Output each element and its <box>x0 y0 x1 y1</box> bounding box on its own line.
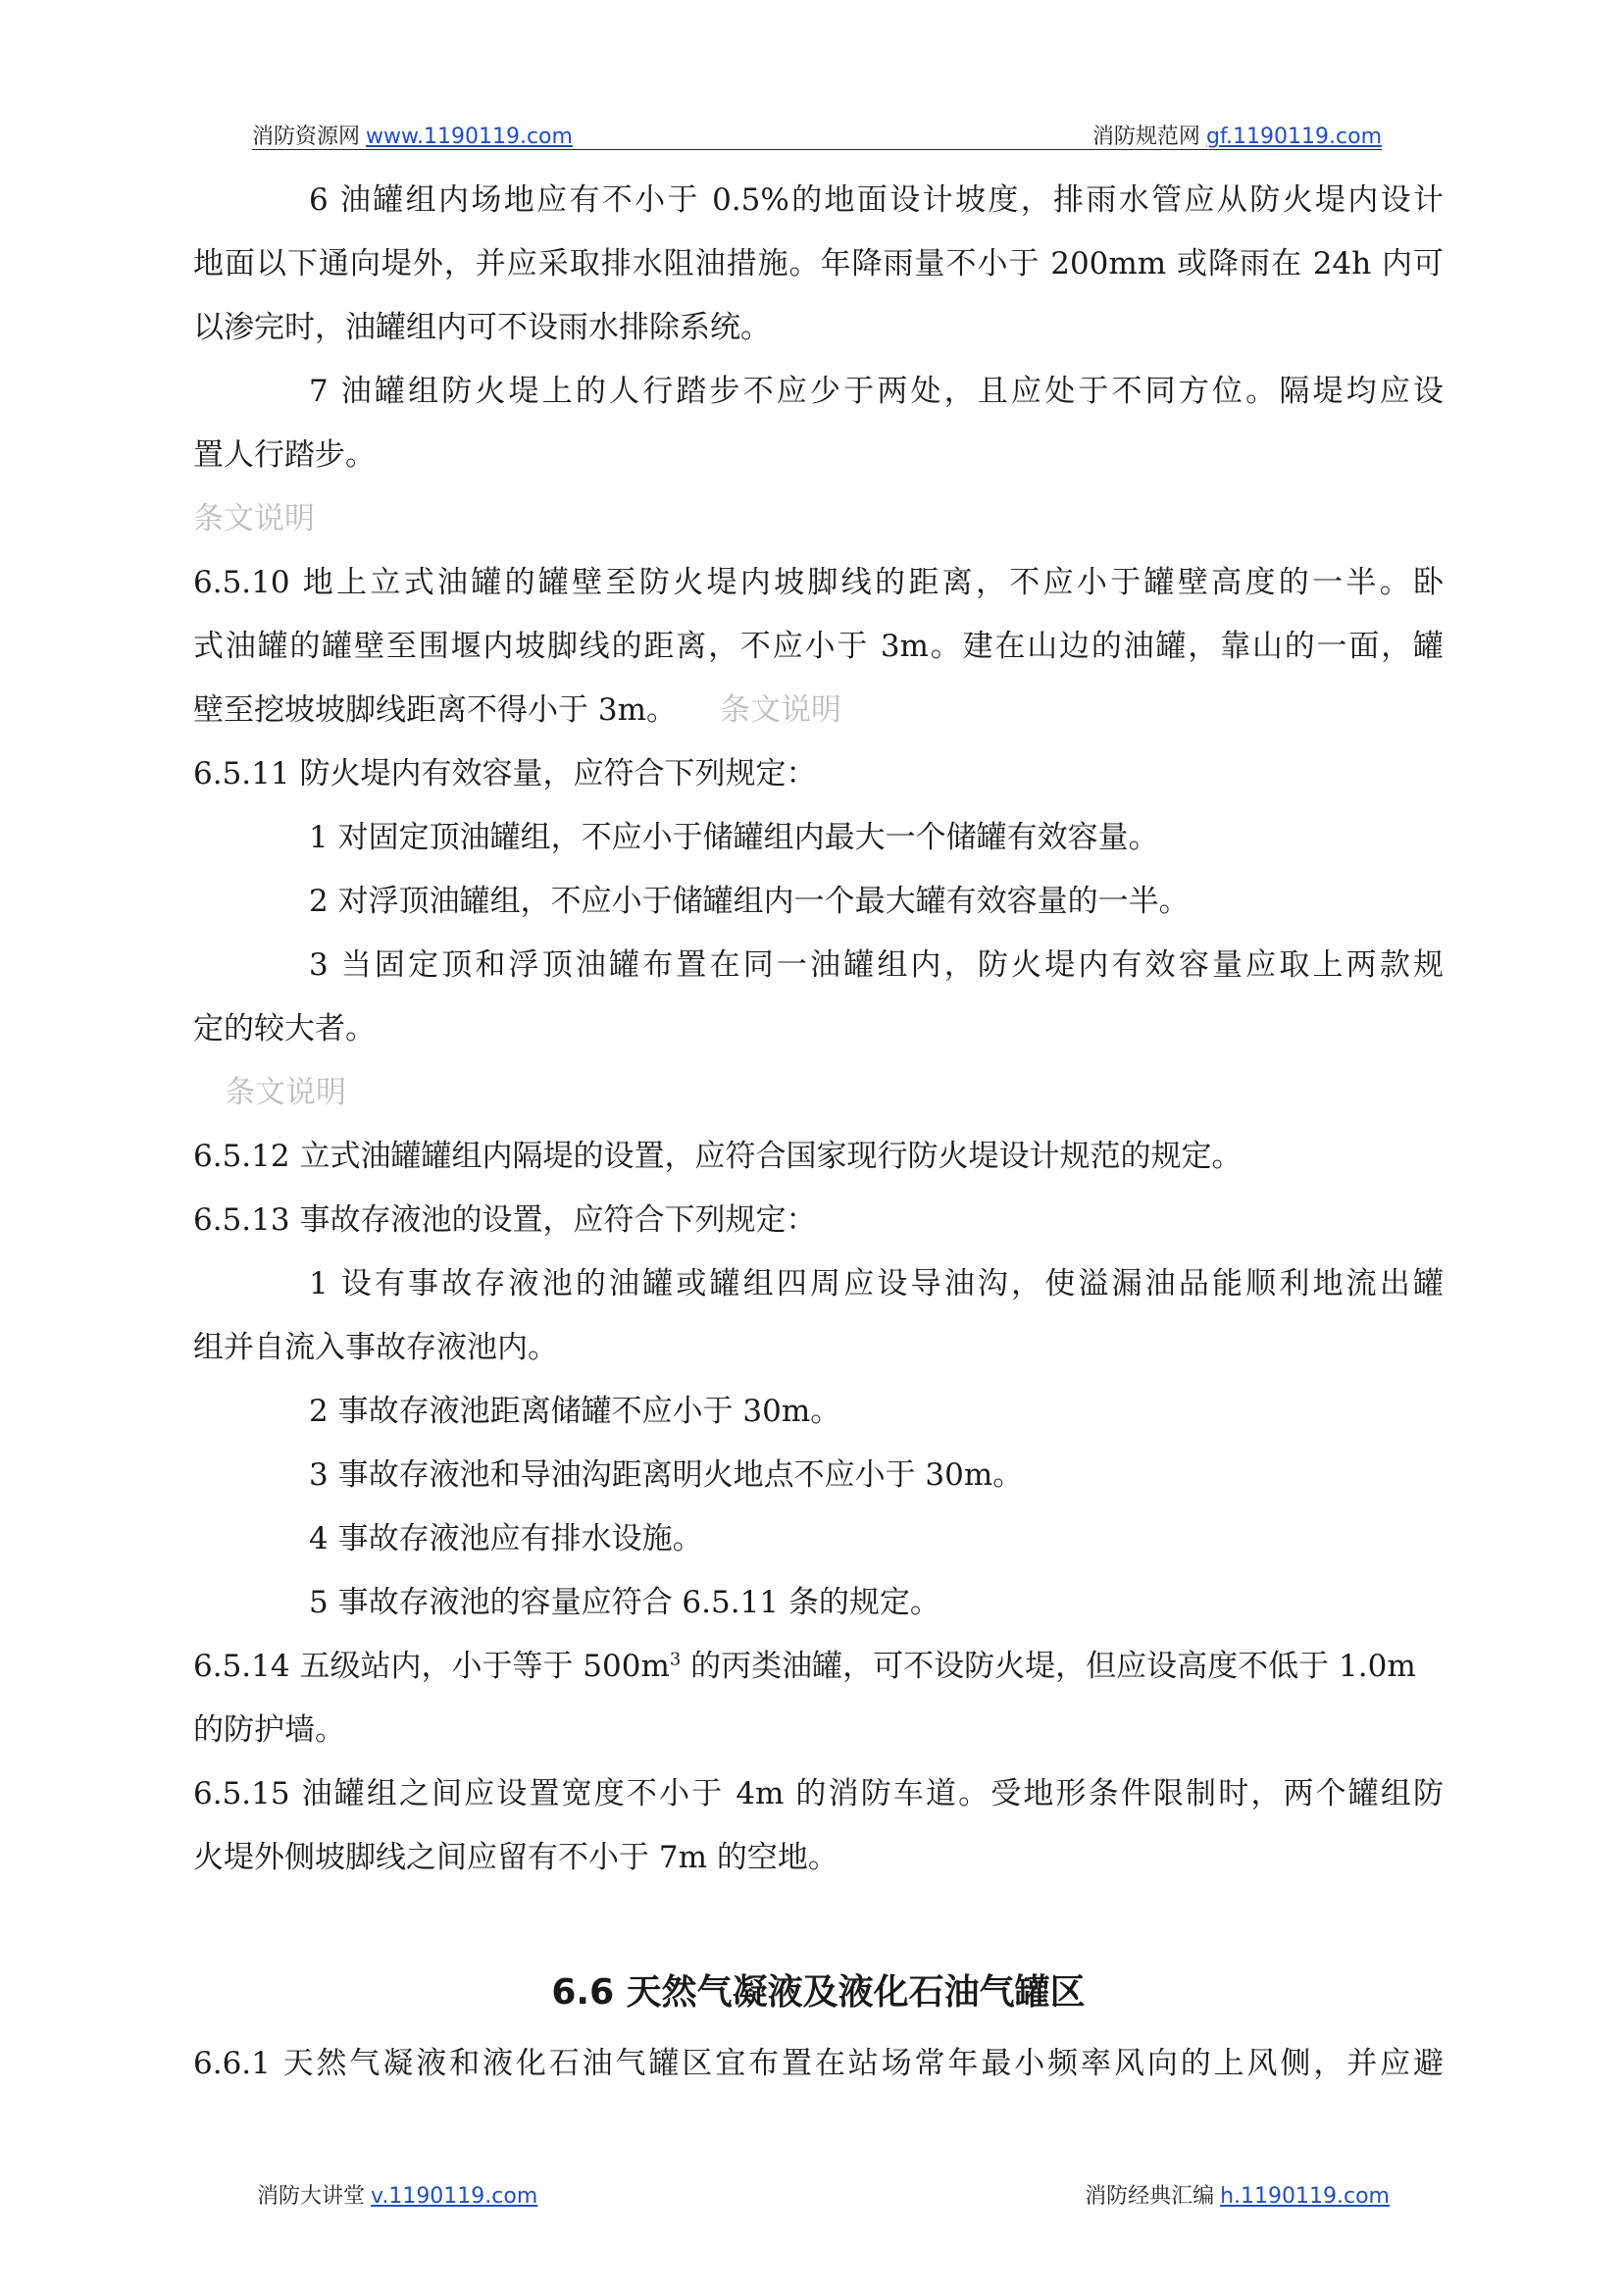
clause-explanation-link[interactable]: 条文说明 <box>719 692 841 728</box>
header-left-site-name: 消防资源网 <box>252 125 361 149</box>
paragraph-line: 6 油罐组内场地应有不小于 0.5%的地面设计坡度，排雨水管应从防火堤内设计 <box>309 182 1444 218</box>
paragraph-line: 置人行踏步。 <box>193 437 376 473</box>
list-item: 1 对固定顶油罐组，不应小于储罐组内最大一个储罐有效容量。 <box>309 820 1159 855</box>
list-item: 5 事故存液池的容量应符合 6.5.11 条的规定。 <box>309 1585 940 1620</box>
clause-explanation-link[interactable]: 条文说明 <box>225 1075 346 1110</box>
page-header <box>252 116 1382 150</box>
list-item: 3 事故存液池和导油沟距离明火地点不应小于 30m。 <box>309 1457 1024 1493</box>
superscript: 3 <box>669 1649 682 1670</box>
header-right-site-name: 消防规范网 <box>1091 125 1200 149</box>
list-item: 4 事故存液池应有排水设施。 <box>309 1521 703 1556</box>
paragraph-line <box>193 679 1444 742</box>
paragraph-line: 的防护墙。 <box>193 1712 345 1748</box>
header-left-link[interactable]: www.1190119.com <box>366 125 573 149</box>
clause-6-5-15: 6.5.15 油罐组之间应设置宽度不小于 4m 的消防车道。受地形条件限制时，两个罐组防 <box>193 1776 1444 1811</box>
clause-6-5-11: 6.5.11 防火堤内有效容量，应符合下列规定： <box>193 756 817 791</box>
footer-right-link[interactable]: h.1190119.com <box>1220 2184 1390 2209</box>
paragraph-text: 6.5.14 五级站内，小于等于 500m <box>193 1649 670 1684</box>
paragraph-line: 以渗完时，油罐组内可不设雨水排除系统。 <box>193 310 771 345</box>
footer-right-site-name: 消防经典汇编 <box>1085 2184 1215 2209</box>
clause-6-5-13: 6.5.13 事故存液池的设置，应符合下列规定： <box>193 1202 817 1238</box>
clause-6-5-14 <box>193 1635 1444 1699</box>
paragraph-text: 的丙类油罐，可不设防火堤，但应设高度不低于 1.0m <box>681 1649 1416 1684</box>
paragraph-line: 组并自流入事故存液池内。 <box>193 1330 558 1365</box>
list-item: 2 事故存液池距离储罐不应小于 30m。 <box>309 1394 841 1429</box>
footer-left-site-name: 消防大讲堂 <box>257 2184 366 2209</box>
section-heading: 6.6 天然气凝液及液化石油气罐区 <box>551 1972 1086 2013</box>
paragraph-line: 火堤外侧坡脚线之间应留有不小于 7m 的空地。 <box>193 1840 838 1875</box>
clause-6-6-1: 6.6.1 天然气凝液和液化石油气罐区宜布置在站场常年最小频率风向的上风侧，并应避 <box>193 2046 1444 2081</box>
page-footer <box>257 2179 1390 2213</box>
paragraph-line: 地面以下通向堤外，并应采取排水阻油措施。年降雨量不小于 200mm 或降雨在 24h 内可 <box>193 246 1444 281</box>
list-item: 2 对浮顶油罐组，不应小于储罐组内一个最大罐有效容量的一半。 <box>309 884 1190 919</box>
paragraph-line: 7 油罐组防火堤上的人行踏步不应少于两处，且应处于不同方位。隔堤均应设 <box>309 374 1444 409</box>
clause-6-5-10: 6.5.10 地上立式油罐的罐壁至防火堤内坡脚线的距离，不应小于罐壁高度的一半。卧 <box>193 565 1444 600</box>
header-left <box>252 120 573 150</box>
header-right <box>1092 120 1382 150</box>
paragraph-text: 壁至挖坡坡脚线距离不得小于 3m。 <box>193 692 677 728</box>
list-item: 3 当固定顶和浮顶油罐布置在同一油罐组内，防火堤内有效容量应取上两款规 <box>309 947 1444 983</box>
list-item: 1 设有事故存液池的油罐或罐组四周应设导油沟，使溢漏油品能顺利地流出罐 <box>309 1266 1444 1301</box>
footer-right <box>1085 2179 1390 2210</box>
paragraph-line: 定的较大者。 <box>193 1011 376 1046</box>
footer-left <box>257 2179 537 2210</box>
footer-left-link[interactable]: v.1190119.com <box>371 2184 538 2209</box>
header-right-link[interactable]: gf.1190119.com <box>1205 125 1382 149</box>
spacer <box>193 1890 1444 1954</box>
clause-explanation-link[interactable]: 条文说明 <box>193 501 315 536</box>
document-body <box>193 169 1444 2096</box>
paragraph-line: 式油罐的罐壁至围堰内坡脚线的距离，不应小于 3m。建在山边的油罐，靠山的一面，罐 <box>193 629 1444 664</box>
clause-6-5-12: 6.5.12 立式油罐罐组内隔堤的设置，应符合国家现行防火堤设计规范的规定。 <box>193 1139 1243 1174</box>
